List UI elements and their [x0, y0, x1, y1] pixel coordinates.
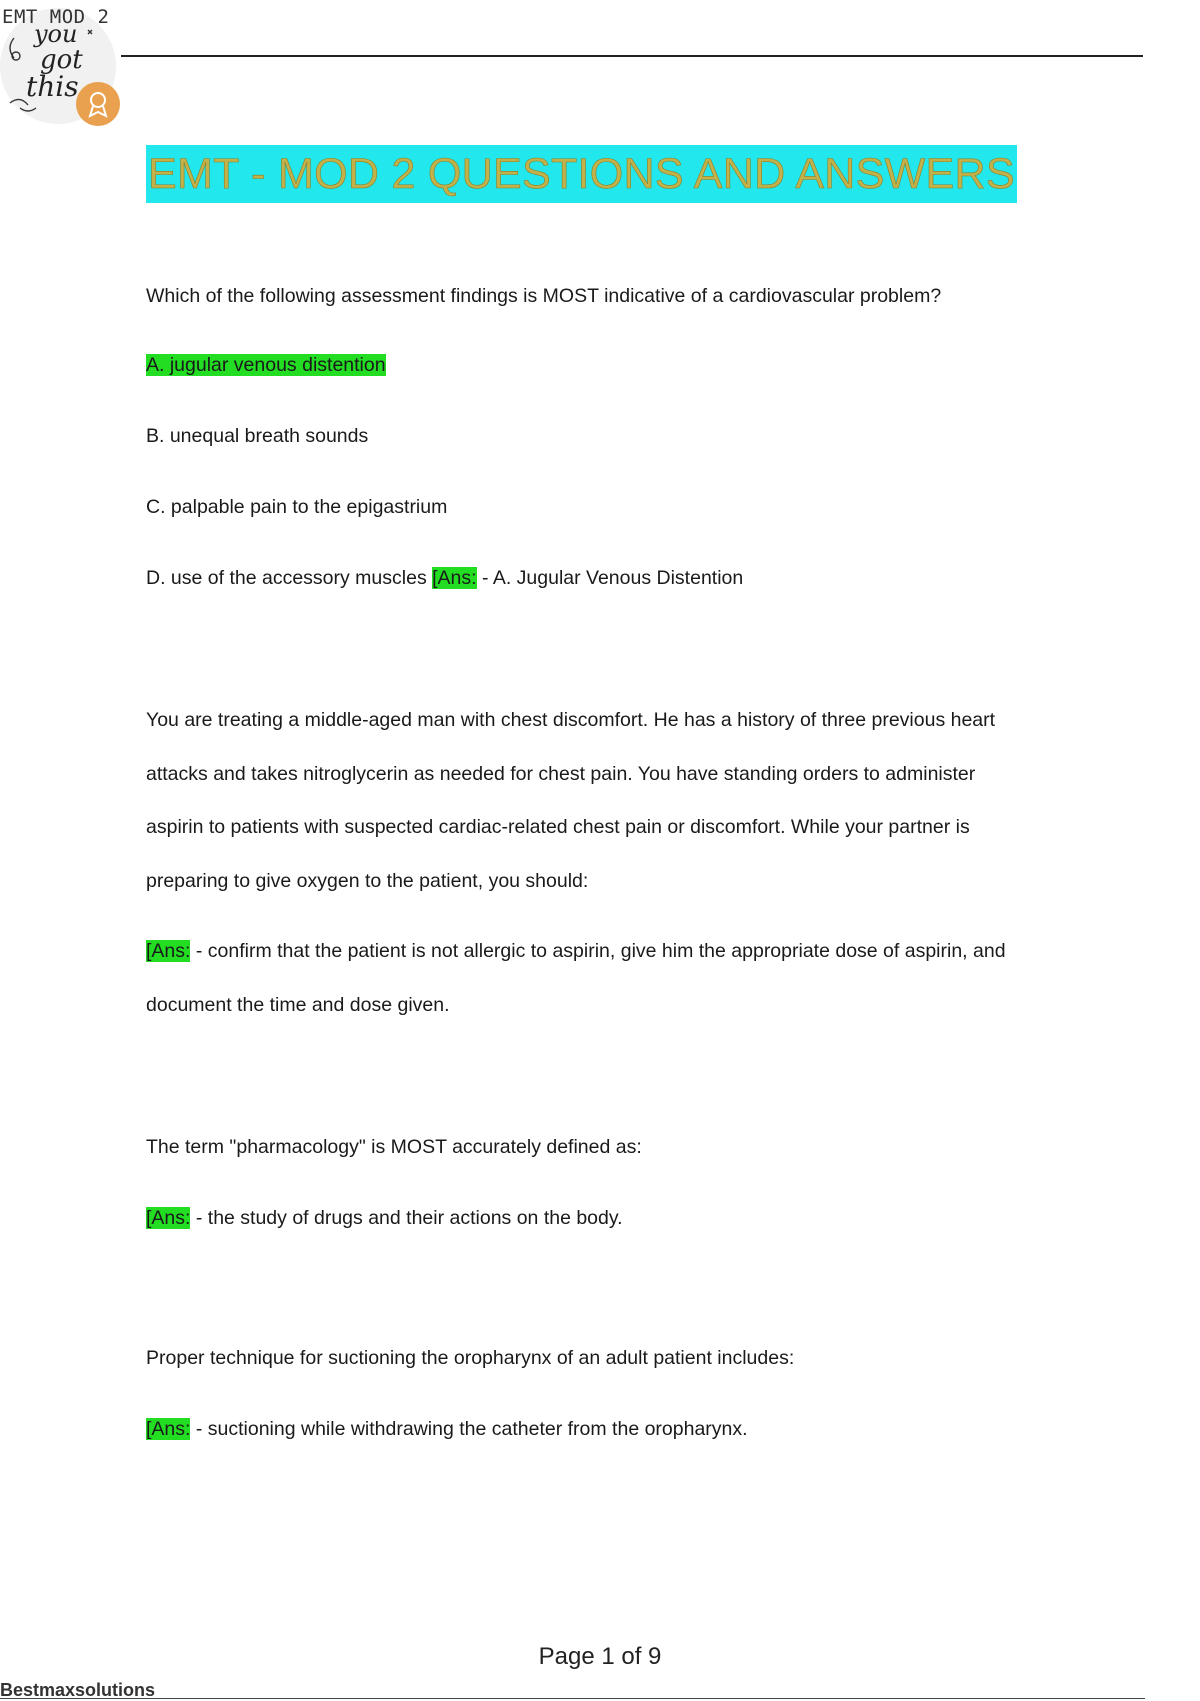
brand-name: Bestmaxsolutions	[0, 1680, 156, 1700]
page-label: EMT MOD 2	[2, 6, 110, 28]
question-4-text: Proper technique for suctioning the oropharynx of an adult patient includes:	[146, 1347, 795, 1369]
header-rule	[121, 55, 1143, 57]
footer-rule	[0, 1698, 1145, 1699]
question-1-answer: - A. Jugular Venous Distention	[481, 567, 744, 589]
question-1-option-a: A. jugular venous distention	[146, 354, 386, 376]
award-badge-icon	[76, 82, 120, 126]
question-2-answer-tag: [Ans:	[146, 940, 191, 962]
question-2-line-3: aspirin to patients with suspected cardiac-related chest pain or discomfort. While your partner is	[146, 816, 970, 838]
question-1-option-c: C. palpable pain to the epigastrium	[146, 496, 448, 518]
question-2-line-2: attacks and takes nitroglycerin as needed for chest pain. You have standing orders to administer	[146, 763, 976, 785]
question-1-answer-tag: [Ans:	[432, 567, 477, 589]
logo-word-you: you	[34, 20, 78, 48]
question-2-answer-line-2: document the time and dose given.	[146, 994, 450, 1016]
question-4-answer-tag: [Ans:	[146, 1418, 191, 1440]
logo-word-got: got	[40, 45, 83, 75]
logo-word-this: this	[26, 70, 79, 103]
question-1-option-d: D. use of the accessory muscles	[146, 567, 427, 589]
question-2-answer-line-1: - confirm that the patient is not allergic to aspirin, give him the appropriate dose of aspirin, and	[195, 940, 1006, 962]
page-indicator: Page 1 of 9	[538, 1643, 662, 1670]
question-1-text: Which of the following assessment findings is MOST indicative of a cardiovascular problem?	[146, 285, 942, 307]
question-3-text: The term "pharmacology" is MOST accurately defined as:	[146, 1136, 642, 1158]
document-title: EMT - MOD 2 QUESTIONS AND ANSWERS	[146, 145, 1017, 203]
question-3-answer-tag: [Ans:	[146, 1207, 191, 1229]
question-2-line-1: You are treating a middle-aged man with chest discomfort. He has a history of three previous heart	[146, 709, 996, 731]
question-1-option-b: B. unequal breath sounds	[146, 425, 369, 447]
question-3-answer: - the study of drugs and their actions on the body.	[195, 1207, 623, 1229]
question-4-answer: - suctioning while withdrawing the catheter from the oropharynx.	[195, 1418, 748, 1440]
question-2-line-4: preparing to give oxygen to the patient, you should:	[146, 870, 589, 892]
